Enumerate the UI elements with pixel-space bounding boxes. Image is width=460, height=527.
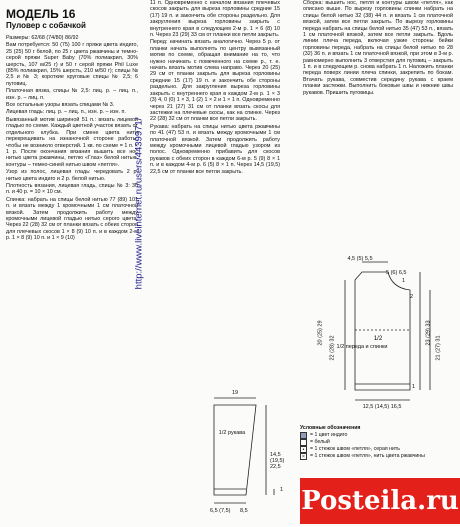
paragraph: Размеры: 62/68 (74/80) 86/92 (6, 35, 79, 41)
right-total-label: 23 (29) 33 (425, 320, 432, 346)
paragraph: Спинка: набрать на спицы белой нитью 77 (89) 101 п. и вязать между 1 кромочными 1 см платочной вязкой. Затем продолжить работу между кромочными лицевой гладью нитью серого цвета. Через 22 (28) 32 см от планки вязать с обеих сторон для плечевых скосов 1 × 8 (9) 10 п. и в каждом 2-м р. 1 × 8 (9) 10 п. и 1 × 9 (10) (6, 196, 138, 242)
legend-text: = 1 стежок швом «петля», нить цвета ржавчины (310, 453, 425, 459)
text-column-right (303, 0, 453, 210)
brand-text: Posteila.ru (301, 486, 459, 516)
legend-title: Условные обозначения (300, 425, 361, 431)
white-swatch-icon (300, 439, 307, 446)
legend-item (300, 446, 455, 453)
paragraph: Рукава: набрать на спицы нитью цвета ржавчины по 41 (47) 53 п. и вязать между кромочными 1 см платочной вязкой. Затем продолжить работу между кромочными лицевой гладью узором из полос. Одновременно прибавить для скосов рукавов с обеих сторон в каждом 6-м р. 5 (9) 8 × 1 п. и в каждом 4-м р. 6 (5) 8 × 1 п. Через 14,5 (19,5) 22,5 см от планки все петли закрыть. (150, 123, 280, 175)
body-outline (355, 272, 410, 390)
paragraph: 11 п. Одновременно с началом вязания плечевых скосов закрыть для выреза горловины средние 15 (17) 19 п. и закончить обе стороны раздельно. Для закругления выреза горловины закрыть с внутреннего края в следующем 2-м р. 1 × 6 (8) 10 п. Через 23 (29) 33 см от планки все петли закрыть. (150, 0, 280, 39)
model-subtitle: Пуловер с собачкой (6, 21, 86, 30)
paragraph: Сборка: вышить нос, петля и контуры швом «петля», как описано выше. По вырезу горловины спинки набрать на спицы белой нитью 32 (38) 44 п. и вязать 1 см платочной вязкой, затем все петли закрыть. По вырезу горловины переда набрать на спицы белой нитью 35 (47) 53 п., вязать 1 см платочной вязкой, затем все петли закрыть. Вдоль линии плеча переда, включая узкие стороны бейки горловины переда, набрать на спицы белой нитью по 28 (32) 36 п. и вязать 1 см платочной вязкой, при этом в 3-м р. равномерно выполнить 3 отверстия для пуговиц – закрыть 1 п. и в следующем р. снова набрать 1 п. Наложить планки переда поверх линии плеча спинки, закрепить по бокам. Втачать рукава, совместив середину рукава с краем планки застежки. Выполнить боковые швы и нижние швы рукавов. Пришить пуговицы. (303, 0, 453, 96)
legend-text: = 1 цвет индиго (310, 432, 348, 438)
sleeve-length-label: 14,5 (19,5) 22,5 (270, 452, 285, 470)
dot-stitch-icon: • (300, 446, 307, 453)
text-column-middle (150, 0, 280, 375)
bottom-trim-label: 1 (412, 384, 416, 390)
sleeve-label: 1/2 рукава (218, 430, 246, 436)
paragraph: Вам потребуется: 50 (75) 100 г пряжи цвета индиго, 25 (25) 50 г белой, по 25 г цвета ржавчины и темно-серой пряжи Super Baby (70% полиакрил, 30% шерсть, 107 м/25 г) и 50 г серой пряжи Phil Luxe (85% полиакрил, 15% шерсть, 210 м/50 г); спицы № 2,5 и № 3; короткие круговые спицы № 2,5; 6 пуговиц. (6, 42, 138, 87)
right-sub-label: 21 (27) 31 (435, 335, 442, 361)
text-column-left (6, 0, 138, 500)
legend-item (300, 453, 455, 460)
posteila-logo[interactable] (300, 478, 460, 524)
body-label: 1/2 переда и спинки (336, 344, 388, 350)
shoulder-drop-label: 1 (402, 278, 406, 284)
side-width-label: 20 (25) 29 (317, 320, 324, 346)
paragraph: Лицевая гладь: лиц. р. – лиц. п., изн. р. – изн. п. (6, 109, 126, 116)
shoulder-top-label: 4,5 (5) 5,5 (347, 256, 373, 262)
legend (300, 425, 455, 460)
watermark-text: http://www.liveinternet.ru/users/4439971/ (133, 117, 145, 289)
bottom-width-label: 12,5 (14,5) 16,5 (362, 404, 402, 410)
sleeve-cuff-label: 1 (280, 487, 284, 493)
paragraph: Плотность вязания, лицевая гладь, спицы № 3: 30 п. и 40 р. = 10 × 10 см. (6, 182, 138, 196)
sleeve-bottom-label-a: 6,5 (7,5) (210, 508, 231, 514)
paragraph: Перед: начинать вязать аналогично. Через 5 р. от планки начать выполнять по центру вывязанный мотив по схеме, обращая внимание на то, что нужно начинать с помеченного на схеме р., т. е. начать вязать мотив слева направо. Через 20 (25) 29 см от планки закрыть для выреза горловины средние 15 (17) 19 п. и закончить обе стороны раздельно. Для закругления выреза горловины закрыть с внутреннего края в каждом 2-м р. 1 × 3 (3) 4, 0 (0) 1 × 3, 1 (2) 1 × 2 и 1 × 1 п. Одновременно через 21 (27) 31 см от планки вязать скосы для застежки на плечевые скосы, как на спинке. Через 22 (28) 32 см от планки все петли закрыть. (150, 39, 280, 123)
body-label-line1: 1/2 (373, 336, 383, 342)
sleeve-outline (214, 405, 256, 495)
neck-depth-label: 2 (410, 294, 414, 300)
cross-stitch-icon: × (300, 453, 307, 460)
indigo-swatch-icon (300, 432, 307, 439)
sleeve-top-label: 19 (232, 390, 239, 396)
model-title: МОДЕЛЬ 16 (6, 7, 76, 21)
legend-text: = 1 стежок швом «петля», серая нить (310, 446, 400, 452)
neck-width-label: 5 (6) 6,5 (386, 270, 407, 276)
sleeve-bottom-label-b: 8,5 (240, 508, 248, 514)
paragraph: Узор из полос, лицевая гладь: чередовать 2 р. нитью цвета индиго и 2 р. белой нитью. (6, 169, 138, 182)
paragraph: Все остальные узоры вязать спицами № 3. (6, 102, 115, 109)
legend-item (300, 439, 455, 446)
paragraph: Вывязанный мотив шириной 51 п.: вязать лицевой гладью по схеме. Каждый цветной участок вязать от отдельного клубка. При смене цвета нити перекрещивать на изнаночной стороне работы, чтобы не возникло отверстий. 1 кв. по схеме = 1 п. × 1 р. После окончания вязания вышить все нос нитью цвета ржавчины, петлю «Глаз» белой нитью, контуры – темно-синей нитью швом «петля». (6, 116, 138, 168)
paragraph: Платочная вязка, спицы № 2,5: лиц. р. – лиц. п., изн. р. – лиц. п. (6, 88, 138, 101)
legend-item (300, 432, 455, 439)
legend-text: = белый (310, 439, 330, 445)
watermark-url[interactable] (132, 8, 146, 398)
side-height-label: 22 (28) 32 (329, 335, 336, 361)
